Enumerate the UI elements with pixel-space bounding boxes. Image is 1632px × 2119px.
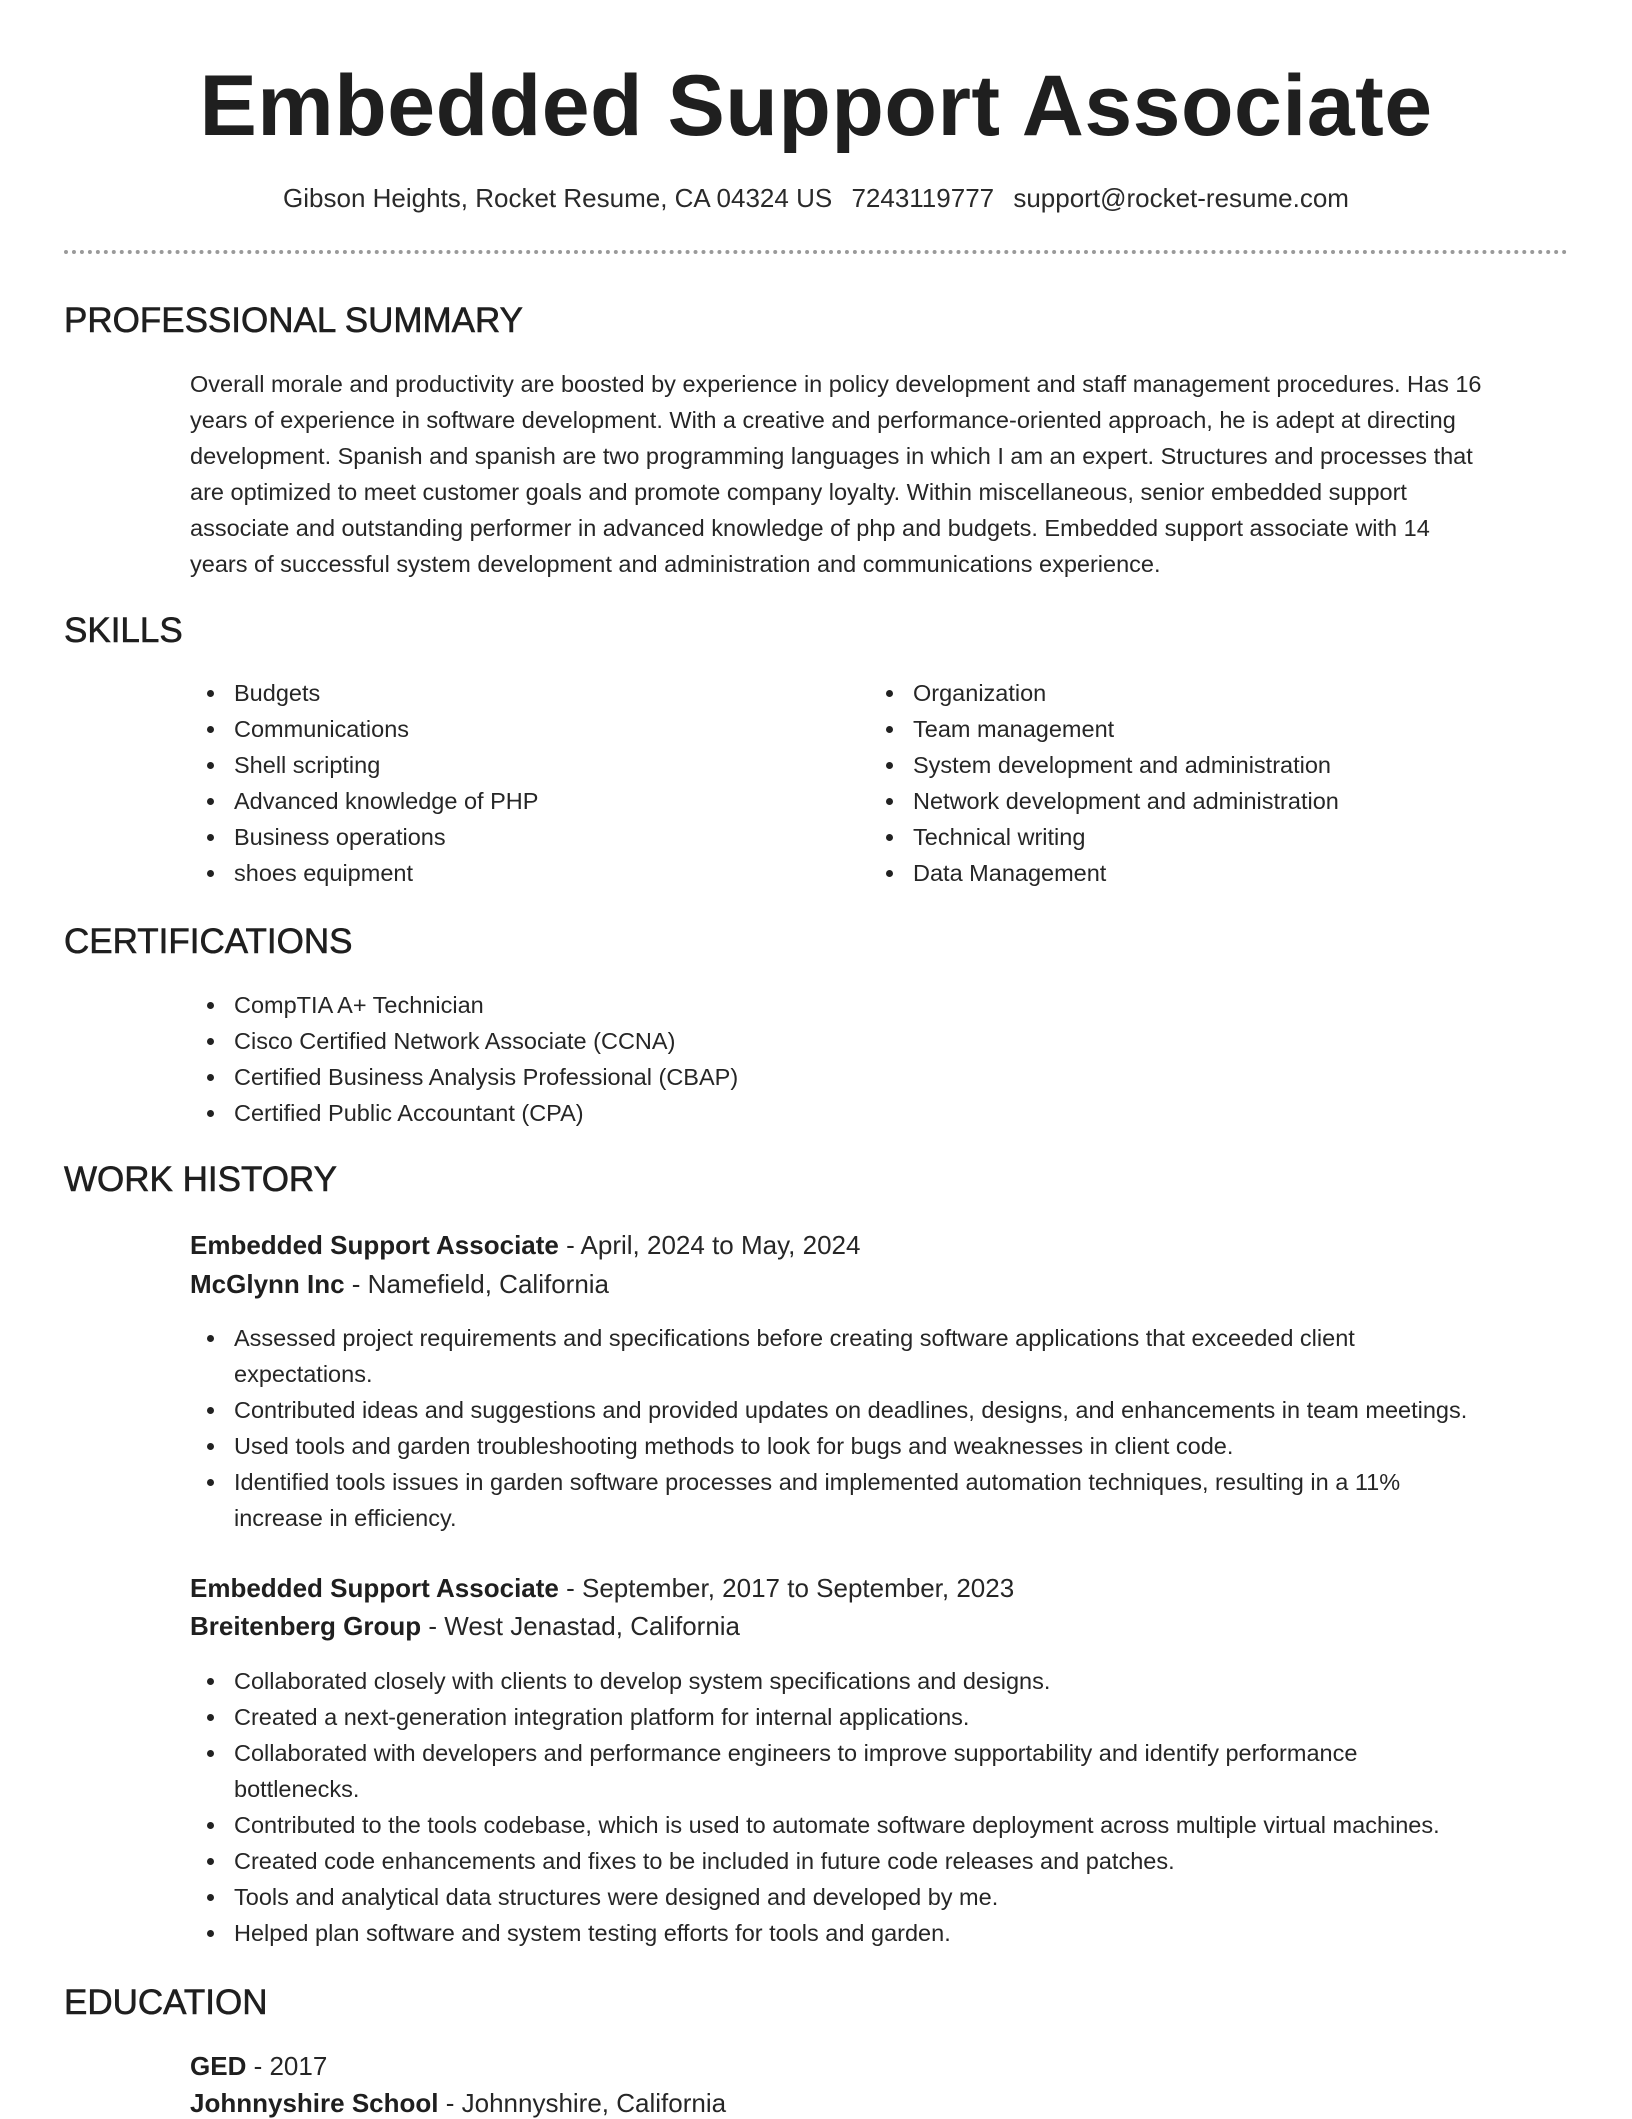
skill-item: Budgets — [234, 675, 854, 711]
job-title: Embedded Support Associate — [190, 1230, 559, 1260]
section-title-work-history: WORK HISTORY — [64, 1160, 337, 1199]
job-bullet: Helped plan software and system testing efforts for tools and garden. — [234, 1915, 1614, 1951]
skill-item: Communications — [234, 711, 854, 747]
job-bullet: Assessed project requirements and specifications before creating software applications that exceeded client expectations. — [234, 1320, 1614, 1392]
skill-item: Business operations — [234, 819, 854, 855]
skills-list-left — [190, 675, 854, 891]
skill-item: Organization — [913, 675, 1573, 711]
job-bullet: Collaborated closely with clients to develop system specifications and designs. — [234, 1663, 1614, 1699]
job-bullet: Collaborated with developers and performance engineers to improve supportability and identify performance bottlenecks. — [234, 1735, 1614, 1807]
certification-item: Certified Business Analysis Professional (CBAP) — [234, 1059, 1534, 1095]
education-school: Johnnyshire School — [190, 2088, 439, 2118]
contact-line — [0, 182, 1632, 214]
summary-line: associate and outstanding performer in advanced knowledge of php and budgets. Embedded support associate with 14 — [190, 515, 1430, 541]
job-bullet: Tools and analytical data structures were designed and developed by me. — [234, 1879, 1614, 1915]
skills-list-right — [869, 675, 1573, 891]
summary-line: are optimized to meet customer goals and promote company loyalty. Within miscellaneous, senior embedded support — [190, 479, 1407, 505]
skill-item: Shell scripting — [234, 747, 854, 783]
section-title-certifications: CERTIFICATIONS — [64, 922, 353, 961]
job-location: - Namefield, California — [344, 1269, 610, 1299]
job-company: McGlynn Inc — [190, 1269, 345, 1299]
summary-line: development. Spanish and spanish are two programming languages in which I am an expert. Structures and processes that — [190, 443, 1473, 469]
certification-item: Cisco Certified Network Associate (CCNA) — [234, 1023, 1534, 1059]
section-title-summary: PROFESSIONAL SUMMARY — [64, 301, 523, 340]
contact-email[interactable]: support@rocket-resume.com — [1013, 183, 1349, 213]
job-bullets — [190, 1320, 1614, 1536]
job-company-line — [190, 1268, 609, 1300]
skill-item: Technical writing — [913, 819, 1573, 855]
skill-item: System development and administration — [913, 747, 1573, 783]
job-title-line — [190, 1572, 1014, 1604]
job-company: Breitenberg Group — [190, 1611, 422, 1641]
job-bullets — [190, 1663, 1614, 1951]
certification-item: CompTIA A+ Technician — [234, 987, 1534, 1023]
job-bullet: Contributed ideas and suggestions and provided updates on deadlines, designs, and enhancements in team meetings. — [234, 1392, 1614, 1428]
education-degree-line — [190, 2050, 327, 2082]
job-bullet: Created code enhancements and fixes to be included in future code releases and patches. — [234, 1843, 1614, 1879]
job-bullet: Identified tools issues in garden software processes and implemented automation techniques, resulting in a 11% increase in efficiency. — [234, 1464, 1614, 1536]
skill-item: Data Management — [913, 855, 1573, 891]
skill-item: Team management — [913, 711, 1573, 747]
job-company-line — [190, 1610, 740, 1642]
job-location: - West Jenastad, California — [421, 1611, 741, 1641]
job-title: Embedded Support Associate — [190, 1573, 559, 1603]
job-bullet: Used tools and garden troubleshooting methods to look for bugs and weaknesses in client code. — [234, 1428, 1614, 1464]
summary-line: Overall morale and productivity are boosted by experience in policy development and staff management procedures. Has 16 — [190, 371, 1482, 397]
skill-item: Network development and administration — [913, 783, 1573, 819]
job-bullet: Contributed to the tools codebase, which is used to automate software deployment across multiple virtual machines. — [234, 1807, 1614, 1843]
job-bullet: Created a next-generation integration platform for internal applications. — [234, 1699, 1614, 1735]
contact-address: Gibson Heights, Rocket Resume, CA 04324 US — [283, 183, 833, 213]
section-title-skills: SKILLS — [64, 611, 183, 650]
header-divider — [64, 250, 1568, 254]
job-dates: - September, 2017 to September, 2023 — [558, 1573, 1015, 1603]
job-dates: - April, 2024 to May, 2024 — [558, 1230, 861, 1260]
education-year: - 2017 — [246, 2051, 328, 2081]
contact-phone: 7243119777 — [851, 183, 995, 213]
job-title-line — [190, 1229, 860, 1261]
summary-text — [190, 366, 1560, 582]
section-title-education: EDUCATION — [64, 1983, 268, 2022]
skill-item: Advanced knowledge of PHP — [234, 783, 854, 819]
summary-line: years of successful system development and administration and communications experience. — [190, 551, 1161, 577]
education-degree: GED — [190, 2051, 247, 2081]
education-school-line — [190, 2087, 726, 2119]
summary-line: years of experience in software development. With a creative and performance-oriented approach, he is adept at directing — [190, 407, 1456, 433]
education-location: - Johnnyshire, California — [438, 2088, 727, 2118]
certifications-list — [190, 987, 1534, 1131]
resume-name: Embedded Support Associate — [199, 58, 1433, 154]
certification-item: Certified Public Accountant (CPA) — [234, 1095, 1534, 1131]
skill-item: shoes equipment — [234, 855, 854, 891]
